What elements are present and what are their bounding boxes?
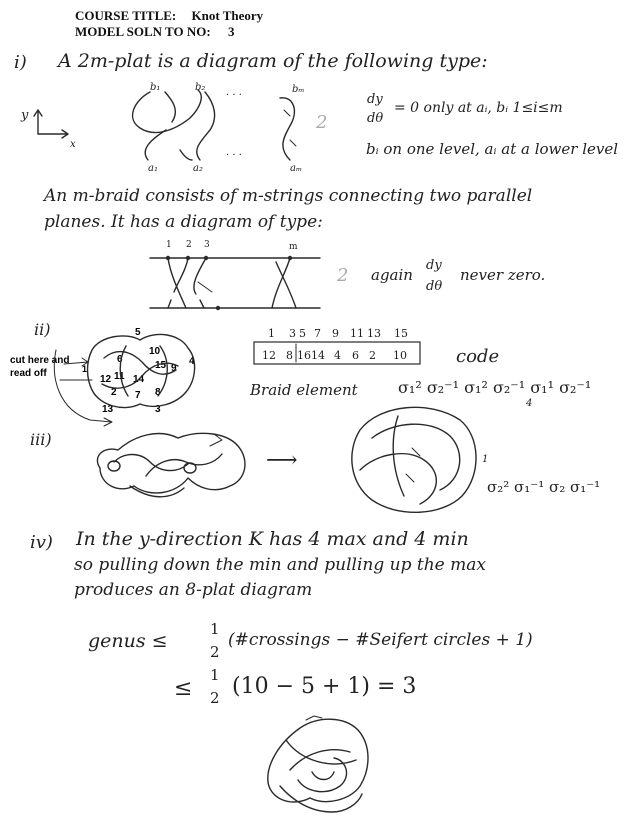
code-top-13: 13	[367, 327, 381, 340]
plat-top-ellipsis: · · ·	[226, 90, 242, 101]
plat-bottom-label-2: a₂	[193, 163, 203, 174]
part-iii-marker: iii)	[30, 430, 52, 449]
code-bottom-16: 16	[297, 349, 311, 362]
cut-note-line-2: read off	[10, 368, 47, 379]
plat-top-label-m: bₘ	[292, 84, 305, 95]
never-zero-text: never zero.	[460, 266, 546, 284]
plat-bottom-label-1: a₁	[148, 163, 158, 174]
crossing-number-15: 15	[155, 360, 167, 371]
second-le: ≤	[174, 676, 193, 701]
code-top-1: 1	[268, 327, 275, 340]
grey-mark-braid: 2	[337, 265, 349, 286]
second-half-denominator: 2	[210, 689, 220, 707]
deriv-condition-text: = 0 only at aᵢ, bᵢ 1≤i≤m	[394, 100, 563, 116]
strand-label-1: 1	[166, 240, 172, 250]
again-numerator: dy	[426, 258, 442, 273]
crossing-number-11: 11	[114, 371, 125, 382]
braid-element-label: Braid element	[250, 381, 358, 399]
code-top-7: 7	[314, 327, 321, 340]
second-formula: (10 − 5 + 1) = 3	[232, 674, 417, 699]
part-i-marker: i)	[14, 52, 27, 73]
genus-half-numerator: 1	[210, 620, 220, 638]
code-bottom-2: 2	[369, 349, 376, 362]
part-iv-line-2: so pulling down the min and pulling up the max	[74, 555, 486, 575]
code-bottom-8: 8	[286, 349, 293, 362]
braid-diagram	[150, 256, 320, 310]
code-box	[254, 342, 420, 364]
small-one-mark: 1	[482, 454, 489, 465]
code-top-9: 9	[332, 327, 339, 340]
crossing-number-10: 10	[149, 346, 161, 357]
plat-top-label-2: b₂	[195, 82, 206, 93]
code-top-11: 11	[350, 327, 364, 340]
axes-figure	[34, 110, 68, 138]
crossing-number-8: 8	[155, 387, 161, 398]
part-iv-line-1: In the y-direction K has 4 max and 4 min	[76, 528, 469, 550]
code-bottom-12: 12	[262, 349, 276, 362]
cut-note-line-1: cut here and	[10, 355, 70, 366]
crossing-number-13: 13	[102, 404, 114, 415]
crossing-number-7: 7	[135, 390, 141, 401]
crossing-number-1: 1	[82, 364, 88, 374]
again-text: again	[371, 266, 413, 284]
solution-label: MODEL SOLN TO NO:	[75, 24, 211, 39]
deriv-denominator: dθ	[367, 111, 384, 126]
axis-y-label: y	[21, 108, 29, 123]
crossing-number-3: 3	[155, 404, 161, 415]
crossing-number-5: 5	[135, 327, 141, 338]
knot-ii-diagram	[54, 334, 194, 426]
plat-intro-text: A 2m-plat is a diagram of the following type:	[58, 50, 488, 72]
plat-top-label-1: b₁	[150, 82, 161, 93]
plat-diagram	[133, 90, 296, 160]
genus-half-denominator: 2	[210, 643, 220, 661]
part-iv-line-3: produces an 8-plat diagram	[74, 580, 313, 600]
crossing-number-9: 9	[171, 363, 177, 374]
genus-formula: (#crossings − #Seifert circles + 1)	[228, 630, 533, 650]
course-title-value: Knot Theory	[191, 8, 264, 23]
code-bottom-6: 6	[352, 349, 359, 362]
braid-definition-line-1: An m-braid consists of m-strings connecting two parallel	[44, 186, 533, 206]
crossing-number-2: 2	[111, 387, 117, 398]
strand-label-2: 2	[186, 240, 192, 250]
code-bottom-10: 10	[393, 349, 407, 362]
deriv-numerator: dy	[367, 92, 383, 107]
code-bottom-14: 14	[311, 349, 325, 362]
code-top-15: 15	[394, 327, 408, 340]
course-title-label: COURSE TITLE:	[75, 8, 177, 23]
code-top-3: 3	[289, 327, 296, 340]
part-iii-braid-word: σ₂² σ₁⁻¹ σ₂ σ₁⁻¹	[487, 478, 601, 496]
grey-mark-plat: 2	[316, 112, 328, 133]
knot-iii-left	[97, 433, 245, 496]
second-half-numerator: 1	[210, 666, 220, 684]
crossing-number-6: 6	[117, 354, 123, 365]
crossing-number-14: 14	[133, 374, 145, 385]
strand-label-3: 3	[204, 240, 210, 250]
solution-number: 3	[227, 24, 235, 39]
code-bottom-4: 4	[334, 349, 341, 362]
braid-element-word: σ₁² σ₂⁻¹ σ₁² σ₂⁻¹ σ₁¹ σ₂⁻¹	[398, 378, 592, 397]
plat-bottom-ellipsis: · · ·	[226, 150, 242, 161]
level-note: bᵢ on one level, aᵢ at a lower level	[366, 140, 619, 158]
code-top-5: 5	[299, 327, 306, 340]
knot-iii-right	[352, 407, 476, 512]
genus-lhs: genus ≤	[88, 630, 168, 652]
strand-label-m: m	[289, 242, 298, 252]
small-four-mark: 4	[526, 398, 533, 409]
code-label: code	[456, 346, 500, 367]
crossing-number-4: 4	[189, 356, 195, 367]
knot-iv-diagram	[268, 716, 368, 812]
transform-arrow: ⟶	[266, 448, 298, 473]
crossing-number-12: 12	[100, 374, 112, 385]
part-ii-marker: ii)	[34, 320, 51, 339]
part-iv-marker: iv)	[30, 532, 53, 553]
axis-x-label: x	[70, 139, 76, 150]
braid-definition-line-2: planes. It has a diagram of type:	[44, 212, 323, 232]
plat-bottom-label-m: aₘ	[290, 163, 303, 174]
again-denominator: dθ	[426, 279, 443, 294]
